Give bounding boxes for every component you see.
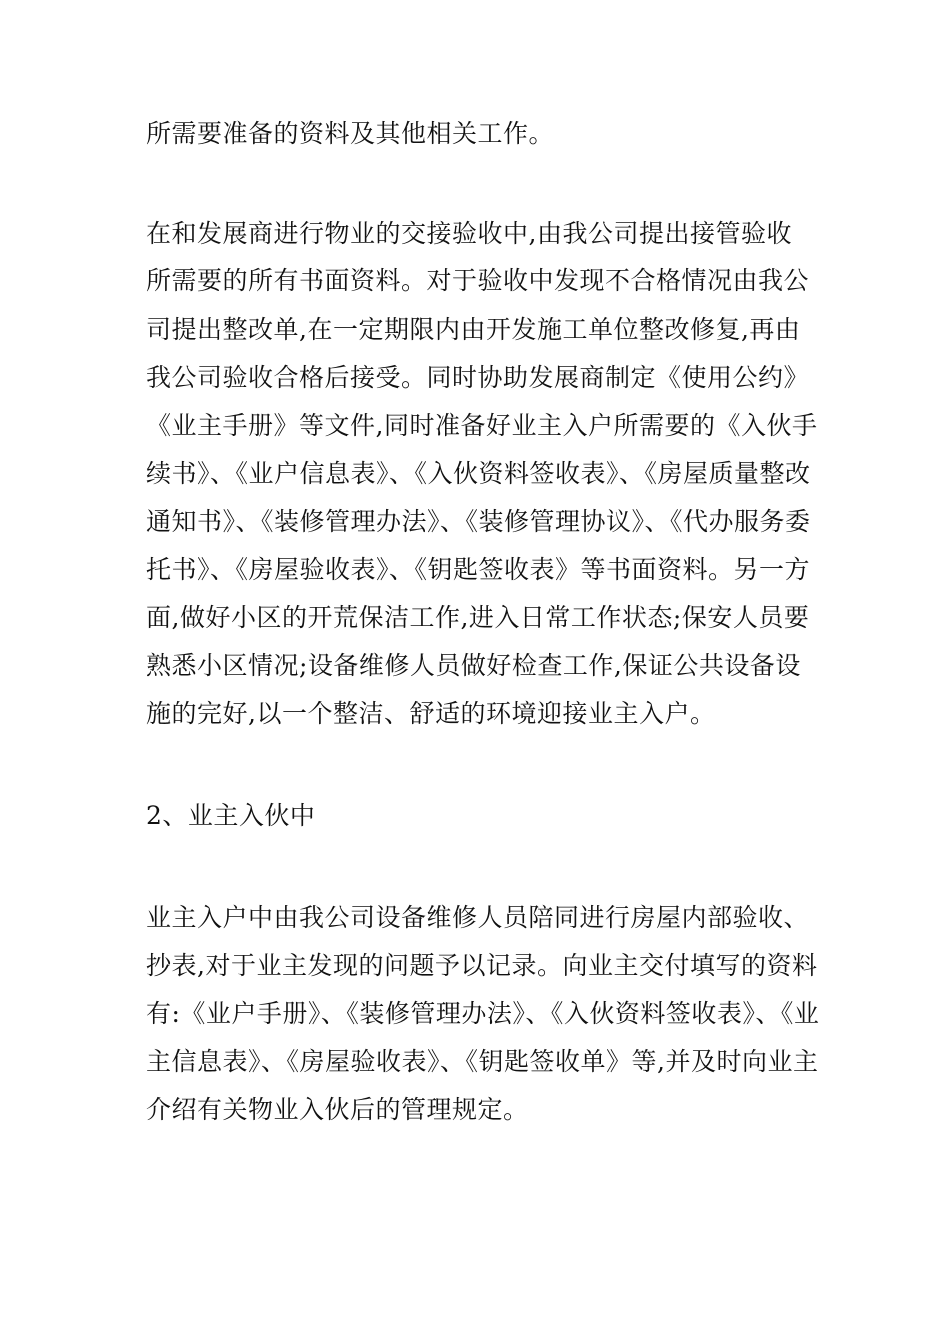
paragraph-line: 通知书》、《装修管理办法》、《装修管理协议》、《代办服务委 [146,507,811,536]
paragraph-line: 司提出整改单,在一定期限内由开发施工单位整改修复,再由 [146,315,801,344]
paragraph-line: 主信息表》、《房屋验收表》、《钥匙签收单》等,并及时向业主 [146,1047,819,1076]
paragraph-line: 所需要的所有书面资料。对于验收中发现不合格情况由我公 [146,266,810,295]
paragraph-line: 施的完好,以一个整洁、舒适的环境迎接业主入户。 [146,699,716,728]
paragraph-line: 业主入户中由我公司设备维修人员陪同进行房屋内部验收、 [146,903,810,932]
paragraph-line: 托书》、《房屋验收表》、《钥匙签收表》等书面资料。另一方 [146,555,811,584]
paragraph-line: 所需要准备的资料及其他相关工作。 [146,119,555,148]
paragraph-line: 面,做好小区的开荒保洁工作,进入日常工作状态;保安人员要 [146,603,810,632]
paragraph-line: 有:《业户手册》、《装修管理办法》、《入伙资料签收表》、《业 [146,999,820,1028]
paragraph-line: 介绍有关物业入伙后的管理规定。 [146,1095,529,1124]
paragraph-line: 在和发展商进行物业的交接验收中,由我公司提出接管验收 [146,219,792,248]
paragraph-line: 我公司验收合格后接受。同时协助发展商制定《使用公约》 [146,363,810,392]
section-heading: 2、业主入伙中 [146,801,316,830]
paragraph-line: 续书》、《业户信息表》、《入伙资料签收表》、《房屋质量整改 [146,459,811,488]
paragraph-line: 熟悉小区情况;设备维修人员做好检查工作,保证公共设备设 [146,651,801,680]
paragraph-line: 《业主手册》等文件,同时准备好业主入户所需要的《入伙手 [146,411,818,440]
paragraph-line: 抄表,对于业主发现的问题予以记录。向业主交付填写的资料 [146,951,818,980]
